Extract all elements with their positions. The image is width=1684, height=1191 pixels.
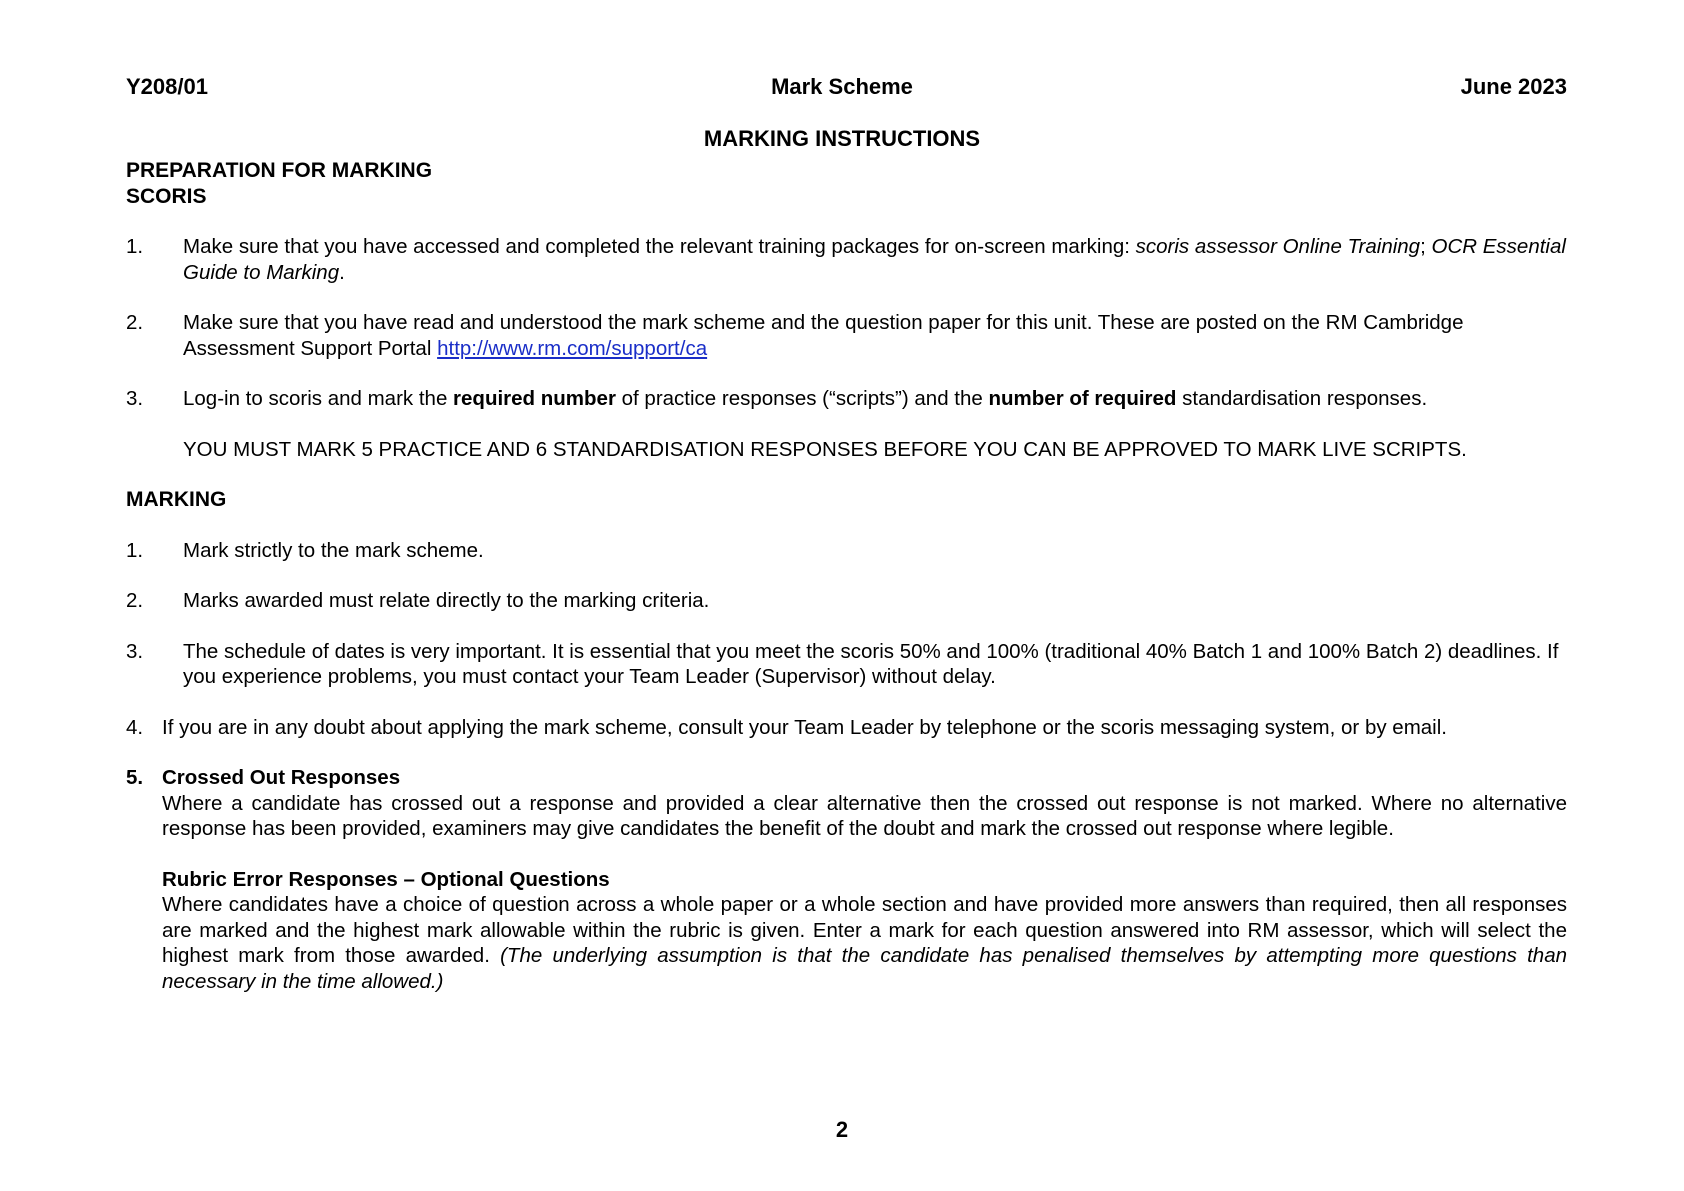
header-code: Y208/01 — [126, 74, 208, 99]
page-title: MARKING INSTRUCTIONS — [703, 126, 981, 151]
list-number: 4. — [126, 715, 144, 739]
marking-item-2 — [126, 588, 1567, 614]
list-text: Log-in to scoris and mark the required number of practice responses (“scripts”) and the number of required standardisation responses. — [183, 387, 1428, 410]
list-number: 3. — [126, 639, 144, 663]
prep-item-2 — [126, 310, 1567, 361]
list-number: 2. — [126, 311, 144, 334]
list-text: The schedule of dates is very important. It is essential that you meet the scoris 50% and 100% (traditional 40% Batch 1 and 100% Batch 2) deadlines. If you experience problems, you must contact your Team Leader (Supervisor) without delay. — [183, 639, 1559, 688]
prep-item-3 — [126, 386, 1567, 412]
marking-item-3 — [126, 639, 1567, 690]
scoris-heading: SCORIS — [126, 184, 207, 208]
list-number: 2. — [126, 589, 144, 612]
crossed-out-text: Where a candidate has crossed out a response and provided a clear alternative then the crossed out response is not marked. Where no alternative response has been provided, examiners may give candidates the benefit of the doubt and mark the crossed out response where legible. — [162, 791, 1567, 840]
list-number: 3. — [126, 387, 144, 410]
rubric-error-text: Where candidates have a choice of question across a whole paper or a whole section and have provided more answers than required, then all responses are marked and the highest mark allowable within the rubric is given. Enter a mark for each question answered into RM assessor, which will select the highest mark from those awarded. (The underlying assumption is that the candidate has penalised themselves by attempting more questions than necessary in the time allowed.) — [162, 893, 1568, 993]
practice-requirement-note: YOU MUST MARK 5 PRACTICE AND 6 STANDARDISATION RESPONSES BEFORE YOU CAN BE APPROVED TO MARK LIVE SCRIPTS. — [183, 437, 1467, 461]
marking-item-1 — [126, 538, 1567, 564]
header-date: June 2023 — [1460, 74, 1567, 99]
list-text: Mark strictly to the mark scheme. — [183, 538, 484, 562]
document-body — [126, 158, 1567, 994]
list-text: Marks awarded must relate directly to the marking criteria. — [183, 589, 710, 612]
list-number: 1. — [126, 235, 144, 258]
training-reference: scoris assessor Online Training — [1135, 235, 1421, 258]
rubric-error-heading: Rubric Error Responses – Optional Questions — [162, 867, 610, 891]
list-number: 1. — [126, 538, 144, 562]
list-text: If you are in any doubt about applying the mark scheme, consult your Team Leader by telephone or the scoris messaging system, or by email. — [162, 715, 1447, 739]
list-text: Make sure that you have accessed and completed the relevant training packages for on-screen marking: scoris assessor Online Training; OCR Essential Guide to Marking. — [183, 235, 1566, 284]
guide-reference: OCR Essential Guide to Marking — [183, 235, 1566, 284]
rubric-assumption: (The underlying assumption is that the candidate has penalised themselves by attempting more questions than necessary in the time allowed.) — [162, 944, 1568, 993]
page-number: 2 — [835, 1117, 849, 1142]
support-portal-link[interactable]: http://www.rm.com/support/ca — [437, 336, 708, 360]
crossed-out-heading: Crossed Out Responses — [162, 766, 401, 789]
prep-item-1 — [126, 234, 1567, 285]
marking-heading: MARKING — [126, 488, 227, 511]
list-number: 5. — [126, 766, 144, 789]
header-center: Mark Scheme — [771, 74, 913, 99]
list-text: Make sure that you have read and understood the mark scheme and the question paper for this unit. These are posted on the RM Cambridge Assessment Support Portal http://www.rm.com/support/ca — [183, 311, 1464, 360]
marking-item-5 — [126, 765, 1567, 791]
preparation-heading: PREPARATION FOR MARKING — [126, 159, 433, 182]
marking-item-4 — [126, 715, 1567, 741]
